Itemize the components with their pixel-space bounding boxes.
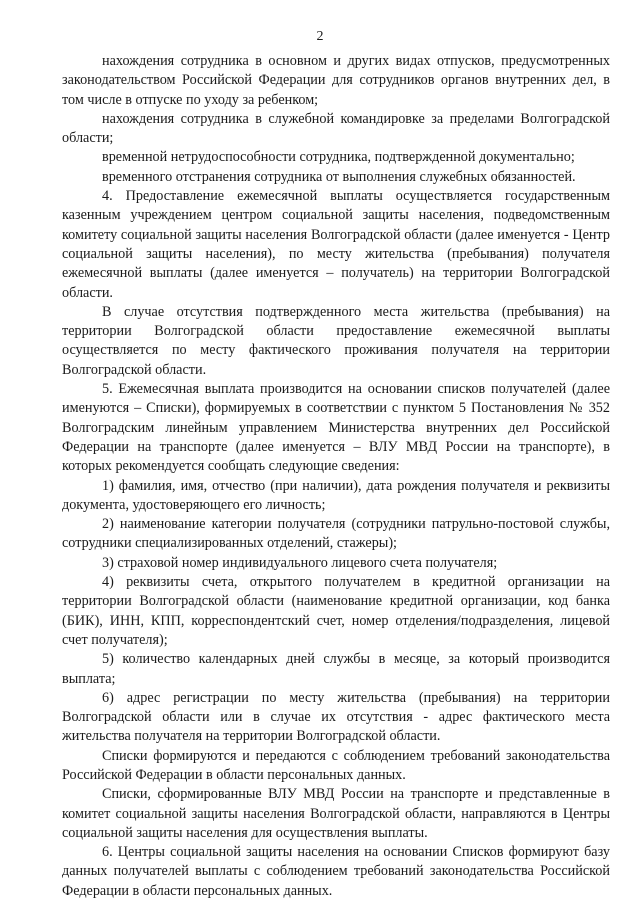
paragraph: 4) реквизиты счета, открытого получателем в кредитной организации на территории Волгоградской области (наименование кредитной организации, код банка (БИК), ИНН, КПП, корреспондентский счет, номер отделения/подразделения, лицевой счет получателя);: [62, 574, 610, 648]
paragraph: 5) количество календарных дней службы в месяце, за который производится выплата;: [62, 651, 610, 687]
paragraph: 1) фамилия, имя, отчество (при наличии), дата рождения получателя и реквизиты документа, удостоверяющего его личность;: [62, 477, 610, 513]
paragraph: нахождения сотрудника в основном и других видах отпусков, предусмотренных законодательством Российской Федерации для сотрудников органов внутренних дел, в том числе в отпуске по уходу за ребенком;: [62, 53, 610, 108]
paragraph: 3) страховой номер индивидуального лицевого счета получателя;: [102, 554, 498, 571]
document-body: [62, 52, 610, 901]
paragraph: нахождения сотрудника в служебной командировке за пределами Волгоградской области;: [62, 110, 610, 147]
paragraph: 4. Предоставление ежемесячной выплаты осуществляется государственным казенным учреждением центром социальной защиты населения, подведомственным комитету социальной защиты населения Волгоградской области (далее именуется - Центр социальной защиты населения), по месту жительства (пребывания) получателя ежемесячной выплаты (далее именуется – получатель) на территории Волгоградской области.: [62, 188, 610, 301]
paragraph: временного отстранения сотрудника от выполнения служебных обязанностей.: [102, 168, 576, 185]
paragraph: временной нетрудоспособности сотрудника, подтвержденной документально;: [102, 149, 575, 166]
paragraph: 5. Ежемесячная выплата производится на основании списков получателей (далее именуются – Списки), формируемых в соответствии с пунктом 5 Постановления № 352 Волгоградским линейным управлением Министерства внутренних дел Российской Федерации на транспорте (далее именуется – ВЛУ МВД России на транспорте), в которых рекомендуется сообщать следующие сведения:: [62, 381, 610, 475]
paragraph: Списки, сформированные ВЛУ МВД России на транспорте и представленные в комитет социальной защиты населения Волгоградской области, направляются в Центры социальной защиты населения для осуществления выплаты.: [62, 786, 610, 841]
paragraph: 6) адрес регистрации по месту жительства (пребывания) на территории Волгоградской области или в случае их отсутствия - адрес фактического места жительства получателя на территории Волгоградской области.: [62, 689, 610, 745]
paragraph: В случае отсутствия подтвержденного места жительства (пребывания) на территории Волгоградской области предоставление ежемесячной выплаты осуществляется по месту фактического проживания получателя на территории Волгоградской области.: [62, 303, 610, 378]
paragraph: Списки формируются и передаются с соблюдением требований законодательства Российской Федерации в области персональных данных.: [62, 747, 610, 783]
paragraph: 6. Центры социальной защиты населения на основании Списков формируют базу данных получателей выплаты с соблюдением требований законодательства Российской Федерации в области персональных данных.: [62, 844, 610, 899]
page-number: 2: [316, 29, 324, 44]
paragraph: 2) наименование категории получателя (сотрудники патрульно-постовой службы, сотрудники специализированных отделений, стажеры);: [62, 516, 610, 552]
